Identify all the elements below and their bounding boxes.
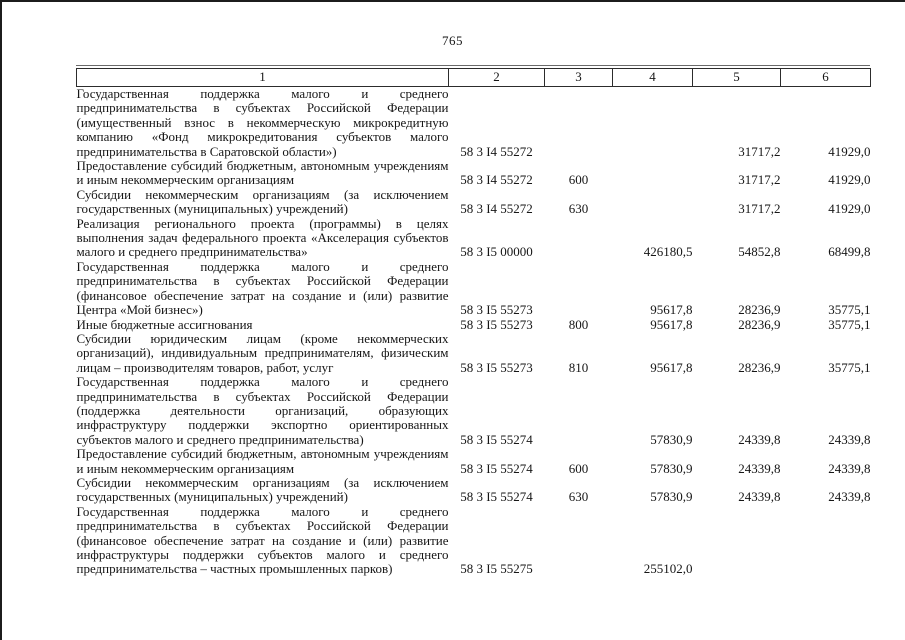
row-description: Государственная поддержка малого и среднего предпринимательства в субъектах Российской Федерации (финансовое обеспечение затрат на создание и (или) развитие Центра «Мой бизнес») bbox=[76, 258, 449, 318]
row-description: Предоставление субсидий бюджетным, автономным учреждениям и иным некоммерческим организациям bbox=[76, 446, 449, 476]
table-top-rule bbox=[76, 65, 870, 66]
row-amount-col4: 255102,0 bbox=[643, 561, 693, 577]
page-number: 765 bbox=[442, 33, 463, 48]
row-classification-code: 58 3 I5 55273 bbox=[460, 359, 533, 375]
row-amount-col4: 95617,8 bbox=[650, 359, 693, 375]
row-classification-code: 58 3 I5 55273 bbox=[460, 302, 533, 318]
table-row bbox=[77, 260, 871, 318]
row-amount-col4 bbox=[613, 87, 693, 160]
row-description: Реализация регионального проекта (программы) в целях выполнения задач федерального проекта «Акселерация субъектов малого и среднего предпринимательства» bbox=[76, 215, 449, 260]
row-classification-code: 58 3 I4 55272 bbox=[460, 143, 533, 159]
table-body bbox=[77, 87, 871, 577]
row-amount-col6 bbox=[781, 505, 871, 577]
row-description: Государственная поддержка малого и среднего предпринимательства в субъектах Российской Федерации (финансовое обеспечение затрат на создание и (или) развитие инфраструктуры поддержки субъектов малого и среднего предпринимательства – частных промышленных парков) bbox=[76, 503, 449, 577]
row-amount-col6: 41929,0 bbox=[828, 143, 871, 159]
column-header-1: 1 bbox=[77, 69, 449, 87]
row-description: Государственная поддержка малого и среднего предпринимательства в субъектах Российской Федерации (поддержка деятельности организаций, образующих инфраструктуру поддержки экспортно ориентированных субъектов малого и среднего предпринимательства) bbox=[76, 374, 449, 447]
row-amount-col4: 57830,9 bbox=[650, 431, 693, 447]
row-amount-col6: 24339,8 bbox=[828, 460, 871, 476]
row-classification-code: 58 3 I5 55273 bbox=[460, 316, 533, 332]
table-row bbox=[77, 188, 871, 217]
row-amount-col6: 68499,8 bbox=[828, 244, 871, 260]
row-classification-code: 58 3 I4 55272 bbox=[460, 201, 533, 217]
row-amount-col6: 41929,0 bbox=[828, 201, 871, 217]
row-description: Субсидии некоммерческим организациям (за исключением государственных (муниципальных) учреждений) bbox=[76, 474, 449, 505]
column-header-6: 6 bbox=[781, 69, 871, 87]
row-amount-col6: 24339,8 bbox=[828, 431, 871, 447]
row-classification-code: 58 3 I5 55274 bbox=[460, 431, 533, 447]
row-amount-col6: 24339,8 bbox=[828, 489, 871, 505]
row-expense-type-code bbox=[545, 505, 613, 577]
row-amount-col5: 31717,2 bbox=[738, 143, 781, 159]
row-amount-col5: 24339,8 bbox=[738, 460, 781, 476]
row-expense-type-code: 630 bbox=[568, 201, 589, 217]
column-header-5: 5 bbox=[693, 69, 781, 87]
row-expense-type-code: 810 bbox=[568, 359, 589, 375]
row-description: Государственная поддержка малого и среднего предпринимательства в субъектах Российской Федерации (имущественный взнос в некоммерческую микрокредитную компанию «Фонд микрокредитования субъектов малого предпринимательства в Саратовской области») bbox=[76, 86, 449, 159]
table-row bbox=[77, 318, 871, 332]
row-amount-col4: 57830,9 bbox=[650, 460, 693, 476]
row-amount-col5: 28236,9 bbox=[738, 302, 781, 318]
column-header-3: 3 bbox=[545, 69, 613, 87]
row-expense-type-code bbox=[545, 375, 613, 447]
table-row bbox=[77, 476, 871, 505]
row-classification-code: 58 3 I4 55272 bbox=[460, 172, 533, 188]
row-amount-col4: 95617,8 bbox=[650, 316, 693, 332]
row-description: Субсидии юридическим лицам (кроме некоммерческих организаций), индивидуальным предпринимателям, физическим лицам – производителям товаров, работ, услуг bbox=[76, 330, 449, 375]
row-expense-type-code: 600 bbox=[568, 460, 589, 476]
table-row bbox=[77, 217, 871, 260]
table-row bbox=[77, 87, 871, 160]
row-amount-col6: 41929,0 bbox=[828, 172, 871, 188]
row-amount-col5 bbox=[693, 505, 781, 577]
row-amount-col5: 31717,2 bbox=[738, 172, 781, 188]
row-amount-col5: 28236,9 bbox=[738, 359, 781, 375]
column-header-2: 2 bbox=[449, 69, 545, 87]
row-expense-type-code: 630 bbox=[568, 489, 589, 505]
table-row bbox=[77, 505, 871, 577]
row-expense-type-code bbox=[545, 87, 613, 160]
table-row bbox=[77, 447, 871, 476]
row-amount-col5: 28236,9 bbox=[738, 316, 781, 332]
row-description: Предоставление субсидий бюджетным, автономным учреждениям и иным некоммерческим организациям bbox=[76, 158, 449, 188]
budget-table bbox=[76, 68, 871, 577]
row-amount-col4: 426180,5 bbox=[643, 244, 693, 260]
row-classification-code: 58 3 I5 55275 bbox=[460, 561, 533, 577]
row-amount-col4: 57830,9 bbox=[650, 489, 693, 505]
table-row bbox=[77, 332, 871, 375]
row-amount-col4 bbox=[613, 159, 693, 188]
row-expense-type-code: 800 bbox=[568, 316, 589, 332]
row-amount-col6: 35775,1 bbox=[828, 302, 871, 318]
row-amount-col5: 24339,8 bbox=[738, 489, 781, 505]
row-expense-type-code bbox=[545, 260, 613, 318]
row-expense-type-code: 600 bbox=[568, 172, 589, 188]
row-description: Иные бюджетные ассигнования bbox=[76, 316, 253, 332]
row-classification-code: 58 3 I5 55274 bbox=[460, 460, 533, 476]
row-classification-code: 58 3 I5 55274 bbox=[460, 489, 533, 505]
row-description: Субсидии некоммерческим организациям (за исключением государственных (муниципальных) учреждений) bbox=[76, 186, 449, 217]
row-amount-col4: 95617,8 bbox=[650, 302, 693, 318]
row-expense-type-code bbox=[545, 217, 613, 260]
column-header-4: 4 bbox=[613, 69, 693, 87]
table-row bbox=[77, 375, 871, 447]
row-classification-code: 58 3 I5 00000 bbox=[460, 244, 533, 260]
row-amount-col6: 35775,1 bbox=[828, 359, 871, 375]
row-amount-col5: 31717,2 bbox=[738, 201, 781, 217]
row-amount-col6: 35775,1 bbox=[828, 316, 871, 332]
row-amount-col5: 24339,8 bbox=[738, 431, 781, 447]
table-header-row bbox=[77, 69, 871, 87]
table-row bbox=[77, 159, 871, 188]
row-amount-col4 bbox=[613, 188, 693, 217]
row-amount-col5: 54852,8 bbox=[738, 244, 781, 260]
